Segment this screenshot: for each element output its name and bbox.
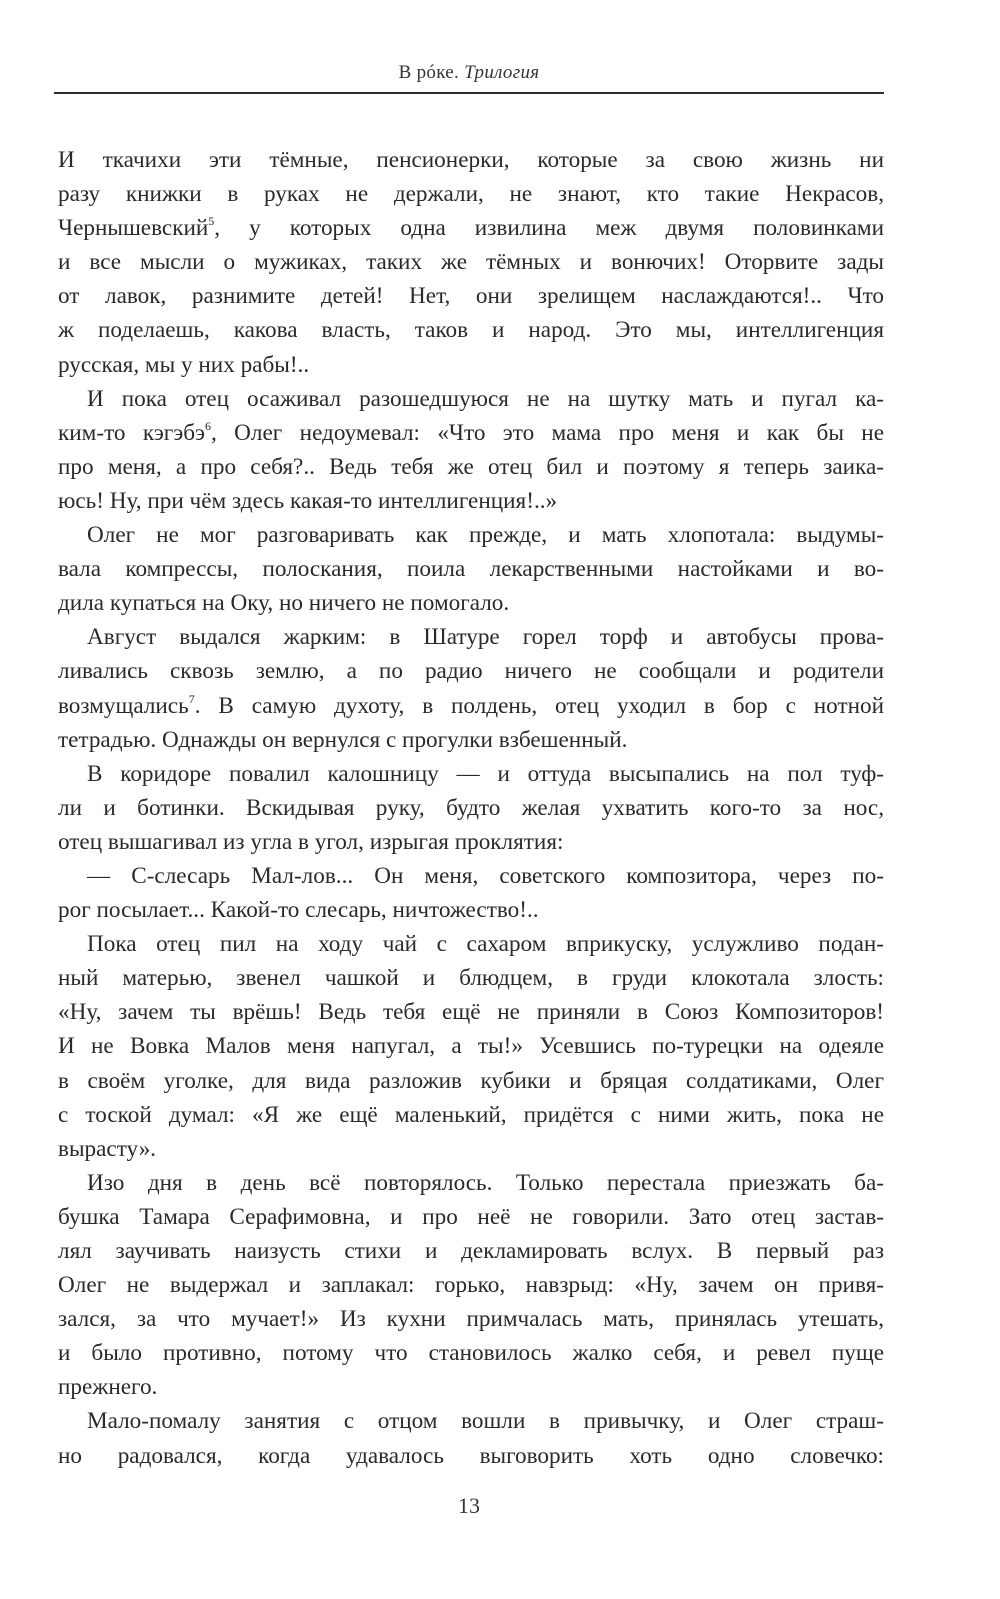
text-line: вырасту».	[58, 1135, 157, 1162]
text-line: прежнего.	[58, 1374, 158, 1401]
text-line: от лавок, разнимите детей! Нет, они зрелищем наслаждаются!.. Что	[58, 283, 884, 310]
text-line: ливались сквозь землю, а по радио ничего не сообщали и родители	[58, 658, 884, 685]
text-line: И не Вовка Малов меня напугал, а ты!» Усевшись по-турецки на одеяле	[58, 1033, 884, 1060]
text-line: и все мысли о мужиках, таких же тёмных и вонючих! Оторвите зады	[58, 249, 884, 276]
text-line: лял заучивать наизусть стихи и декламировать вслух. В первый раз	[58, 1238, 884, 1264]
text-line: про меня, а про себя?.. Ведь тебя же отец бил и поэтому я теперь заика-	[58, 453, 884, 480]
body-text	[58, 143, 884, 1473]
text-line: с тоской думал: «Я же ещё маленький, придётся с ними жить, пока не	[58, 1101, 884, 1128]
text-line: Август выдался жарким: в Шатуре горел торф и автобусы прова-	[87, 624, 884, 651]
text-fragment: . В самую духоту, в полдень, отец уходил в бор с нотной	[194, 692, 884, 719]
text-fragment: ким-то кэгэбэ	[58, 419, 205, 446]
text-line: юсь! Ну, при чём здесь какая-то интеллигенция!..»	[58, 487, 558, 514]
text-line: В коридоре повалил калошницу — и оттуда высыпались на пол туф-	[87, 760, 884, 787]
text-line	[58, 416, 884, 450]
text-line: «Ну, зачем ты врёшь! Ведь тебя ещё не приняли в Союз Композиторов!	[58, 999, 884, 1026]
text-line: И пока отец осаживал разошедшуюся не на шутку мать и пугал ка-	[87, 385, 884, 412]
text-line: отец вышагивал из угла в угол, изрыгая проклятия:	[58, 828, 564, 855]
text-line: вала компрессы, полоскания, поила лекарственными настойками и во-	[58, 556, 884, 583]
text-line: разу книжки в руках не держали, не знают, кто такие Некрасов,	[58, 181, 884, 208]
header-rule	[54, 92, 884, 94]
text-line	[58, 689, 884, 723]
footnote-marker: 7	[188, 691, 195, 706]
page-number: 13	[458, 1493, 480, 1518]
book-title: В рóке.	[398, 62, 460, 83]
text-line: Мало-помалу занятия с отцом вошли в привычку, и Олег страш-	[87, 1408, 884, 1435]
text-line: но радовался, когда удавалось выговорить хоть одно словечко:	[58, 1442, 884, 1469]
running-header	[54, 62, 884, 84]
footnote-marker: 5	[208, 214, 215, 229]
text-line: И ткачихи эти тёмные, пенсионерки, которые за свою жизнь ни	[58, 147, 884, 173]
text-fragment: , Олег недоумевал: «Что это мама про меня и как бы не	[211, 419, 884, 446]
text-line: ли и ботинки. Вскидывая руку, будто желая ухватить кого-то за нос,	[58, 794, 884, 821]
text-line: ж поделаешь, какова власть, таков и народ. Это мы, интеллигенция	[58, 317, 884, 344]
text-line	[58, 211, 884, 245]
text-line: бушка Тамара Серафимовна, и про неё не говорили. Зато отец застав-	[58, 1203, 884, 1230]
text-fragment: возмущались	[58, 692, 189, 719]
text-line: Изо дня в день всё повторялось. Только перестала приезжать ба-	[87, 1169, 884, 1196]
text-fragment: Чернышевский	[58, 215, 209, 242]
text-line: Олег не мог разговаривать как прежде, и мать хлопотала: выдумы-	[87, 522, 884, 549]
text-line: Олег не выдержал и заплакал: горько, навзрыд: «Ну, зачем он привя-	[58, 1272, 884, 1299]
book-part-title: Трилогия	[464, 62, 540, 83]
text-line: рог посылает... Какой-то слесарь, ничтожество!..	[58, 897, 539, 924]
text-line: ный матерью, звенел чашкой и блюдцем, в груди клокотала злость:	[58, 965, 884, 992]
text-line: тетрадью. Однажды он вернулся с прогулки взбешенный.	[58, 726, 628, 753]
text-line: в своём уголке, для вида разложив кубики и бряцая солдатиками, Олег	[58, 1067, 884, 1094]
text-line: — С-слесарь Мал-лов... Он меня, советского композитора, через по-	[87, 862, 884, 889]
text-line: и было противно, потому что становилось жалко себя, и ревел пуще	[58, 1340, 884, 1367]
text-line: дила купаться на Оку, но ничего не помогало.	[58, 590, 510, 617]
text-line: зался, за что мучает!» Из кухни примчалась мать, принялась утешать,	[58, 1306, 884, 1333]
footnote-marker: 6	[205, 418, 211, 433]
text-fragment: , у которых одна извилина меж двумя половинками	[214, 215, 884, 242]
text-line: Пока отец пил на ходу чай с сахаром вприкуску, услужливо подан-	[87, 931, 884, 958]
text-line: русская, мы у них рабы!..	[58, 351, 310, 378]
